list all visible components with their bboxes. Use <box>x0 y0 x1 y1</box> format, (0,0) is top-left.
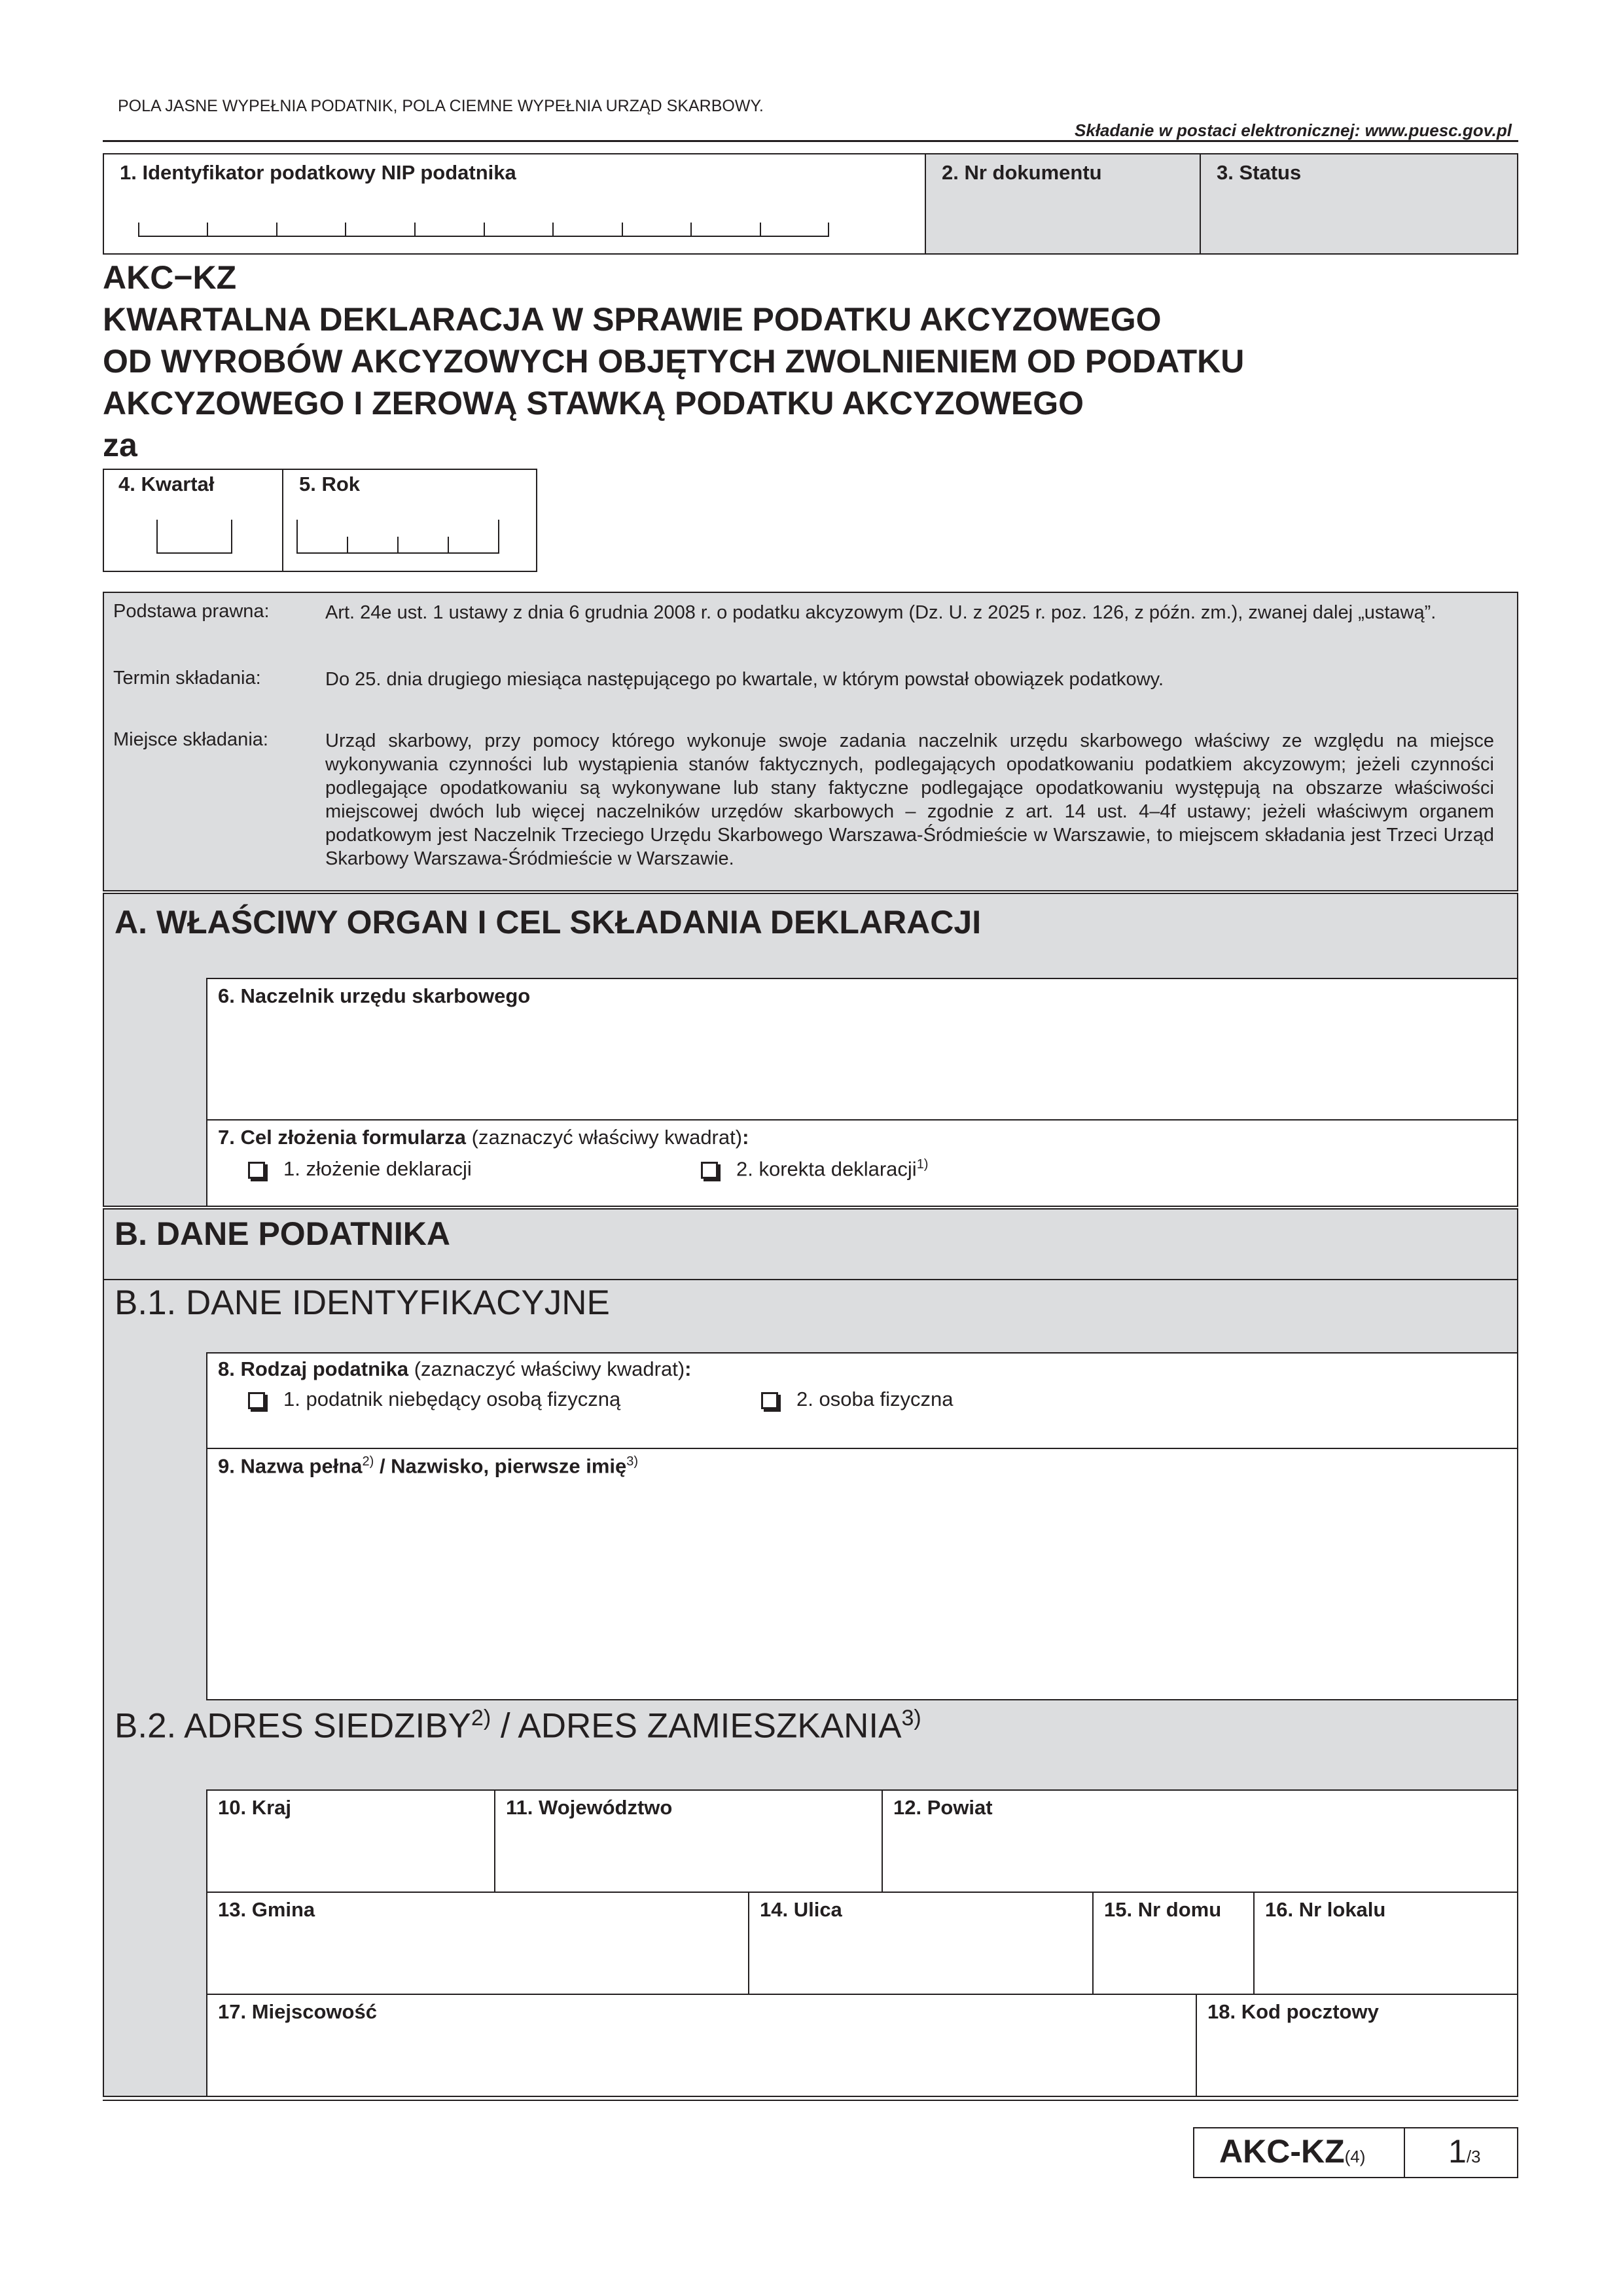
deadline-text: Do 25. dnia drugiego miesiąca następującego po kwartale, w którym powstał obowiązek podatkowy. <box>325 669 1164 690</box>
taxpayer-type-label: 8. Rodzaj podatnika (zaznaczyć właściwy kwadrat): <box>218 1357 692 1380</box>
taxpayer-type-non-natural[interactable]: 1. podatnik niebędący osobą fizyczną <box>248 1388 620 1411</box>
section-b2-title: B.2. ADRES SIEDZIBY$^{2)}$ / ADRES ZAMIESZKANIA$^{3)}$ <box>115 1706 921 1746</box>
house-number-label: 15. Nr domu <box>1104 1898 1222 1921</box>
tax-office-label: 6. Naczelnik urzędu skarbowego <box>218 984 531 1007</box>
status-field <box>1200 153 1518 255</box>
title-line-1: KWARTALNA DEKLARACJA W SPRAWIE PODATKU AKCYZOWEGO <box>103 301 1162 338</box>
form-title <box>103 257 1244 466</box>
purpose-field <box>206 1119 1518 1207</box>
form-code: AKC−KZ <box>103 259 237 296</box>
checkbox-icon[interactable] <box>701 1162 718 1179</box>
purpose-option-filing[interactable]: 1. złożenie deklaracji <box>248 1157 472 1181</box>
electronic-submission-note: Składanie w postaci elektronicznej: www.puesc.gov.pl <box>1074 120 1512 140</box>
section-b-title: B. DANE PODATNIKA <box>115 1215 450 1252</box>
deadline-key: Termin składania: <box>113 668 261 689</box>
commune-field[interactable] <box>206 1892 749 1995</box>
document-number-field <box>925 153 1201 255</box>
city-label: 17. Miejscowość <box>218 2000 377 2023</box>
page-number-box <box>1404 2127 1518 2178</box>
form-bottom-rule <box>103 2100 1518 2101</box>
county-field[interactable] <box>882 1789 1518 1893</box>
taxpayer-type-natural[interactable]: 2. osoba fizyczna <box>761 1388 954 1411</box>
full-name-field[interactable] <box>206 1448 1518 1700</box>
commune-label: 13. Gmina <box>218 1898 315 1921</box>
checkbox-icon[interactable] <box>248 1392 265 1409</box>
province-label: 11. Województwo <box>506 1796 673 1819</box>
street-field[interactable] <box>748 1892 1094 1995</box>
country-field[interactable] <box>206 1789 495 1893</box>
title-line-3: AKCYZOWEGO I ZEROWĄ STAWKĄ PODATKU AKCYZOWEGO <box>103 385 1084 422</box>
checkbox-icon[interactable] <box>248 1162 265 1179</box>
full-name-label: 9. Nazwa pełna$^{2)}$ / Nazwisko, pierwsze imię$^{3)}$ <box>218 1454 639 1478</box>
taxpayer-type-field <box>206 1352 1518 1449</box>
legal-info-block <box>103 592 1518 891</box>
nip-field[interactable] <box>103 153 926 255</box>
purpose-label: 7. Cel złożenia formularza (zaznaczyć właściwy kwadrat): <box>218 1126 749 1149</box>
checkbox-icon[interactable] <box>761 1392 778 1409</box>
quarter-field[interactable] <box>103 469 283 572</box>
nip-label: 1. Identyfikator podatkowy NIP podatnika <box>120 161 516 184</box>
document-number-label: 2. Nr dokumentu <box>942 161 1102 184</box>
legal-basis-text: Art. 24e ust. 1 ustawy z dnia 6 grudnia 2008 r. o podatku akcyzowym (Dz. U. z 2025 r. poz. 126, z późn. zm.), zwanej dalej „ustawą”. <box>325 602 1436 623</box>
flat-number-label: 16. Nr lokalu <box>1265 1898 1386 1921</box>
section-b1-title: B.1. DANE IDENTYFIKACYJNE <box>115 1283 610 1322</box>
city-field[interactable] <box>206 1994 1197 2097</box>
quarter-label: 4. Kwartał <box>118 473 215 495</box>
county-label: 12. Powiat <box>893 1796 993 1819</box>
place-text: Urząd skarbowy, przy pomocy którego wykonuje swoje zadania naczelnik urzędu skarbowego właściwy ze względu na miejsce wykonywania czynności lub wystąpienia stanów faktycznych, podlegających opodatkowaniu podatkiem akcyzowym; jeżeli czynności podlegające opodatkowaniu są wykonywane lub stany faktyczne podlegające opodatkowaniu występują na obszarze właściwości miejscowej dwóch lub więcej naczelników urzędów skarbowych – zgodnie z art. 14 ust. 4–4f ustawy; jeżeli właściwym organem podatkowym jest Naczelnik Trzeciego Urzędu Skarbowego Warszawa-Śródmieście w Warszawie, to miejscem składania jest Trzeci Urząd Skarbowy Warszawa-Śródmieście w Warszawie. <box>325 730 1494 869</box>
header-rule <box>103 140 1518 142</box>
province-field[interactable] <box>494 1789 883 1893</box>
postal-code-label: 18. Kod pocztowy <box>1207 2000 1379 2023</box>
title-line-2: OD WYROBÓW AKCYZOWYCH OBJĘTYCH ZWOLNIENIEM OD PODATKU <box>103 343 1245 380</box>
status-label: 3. Status <box>1217 161 1302 184</box>
year-label: 5. Rok <box>299 473 361 495</box>
form-version-box <box>1193 2127 1405 2178</box>
postal-code-field[interactable] <box>1196 1994 1518 2097</box>
house-number-field[interactable] <box>1092 1892 1255 1995</box>
legal-basis-key: Podstawa prawna: <box>113 601 270 622</box>
year-field[interactable] <box>282 469 537 572</box>
fill-instruction: POLA JASNE WYPEŁNIA PODATNIK, POLA CIEMNE WYPEŁNIA URZĄD SKARBOWY. <box>118 97 764 115</box>
country-label: 10. Kraj <box>218 1796 292 1819</box>
section-a-title: A. WŁAŚCIWY ORGAN I CEL SKŁADANIA DEKLARACJI <box>115 904 982 941</box>
place-key: Miejsce składania: <box>113 729 268 750</box>
tax-office-field[interactable] <box>206 978 1518 1121</box>
flat-number-field[interactable] <box>1253 1892 1518 1995</box>
title-za: za <box>103 427 137 463</box>
street-label: 14. Ulica <box>760 1898 842 1921</box>
page-number: 1/3 <box>1448 2133 1481 2170</box>
footer-form-code: AKC-KZ(4) <box>1219 2133 1366 2170</box>
purpose-option-correction[interactable]: 2. korekta deklaracji$^{1)}$ <box>701 1157 928 1181</box>
